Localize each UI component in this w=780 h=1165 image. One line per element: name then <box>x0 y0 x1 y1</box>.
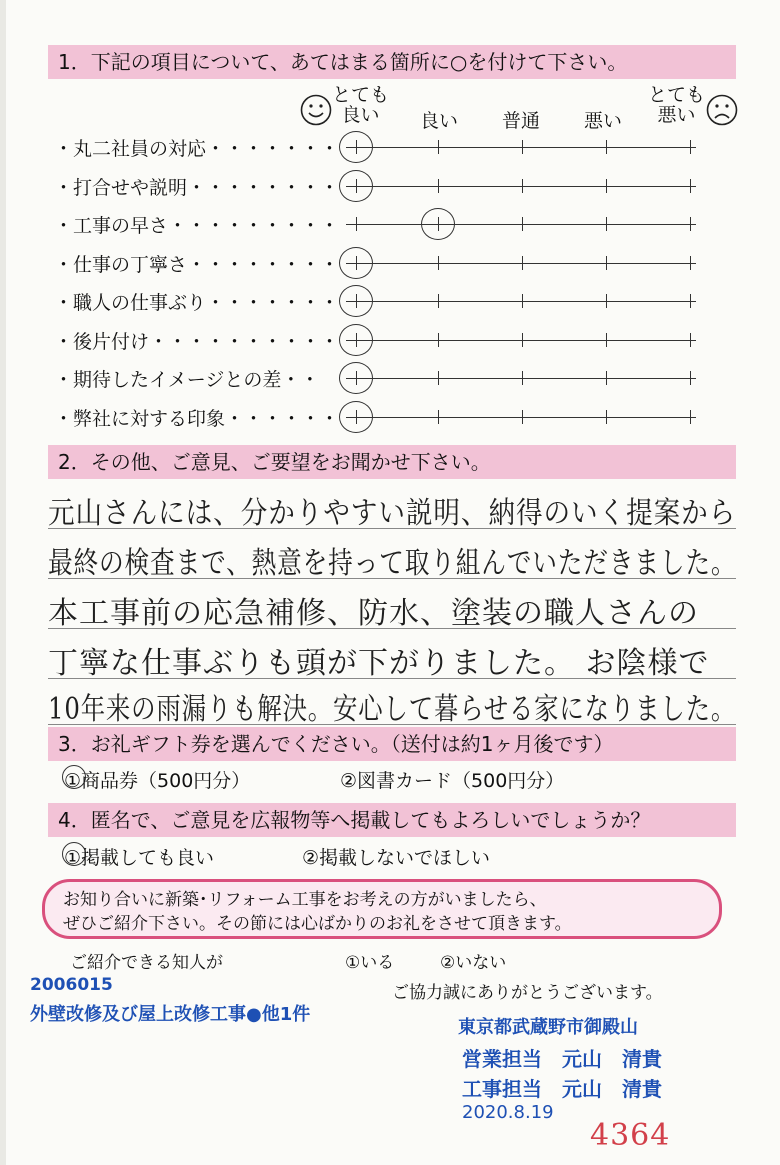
rating-item-label: ・職人の仕事ぶり・・・・・・・ <box>54 292 340 314</box>
scale-tick-3[interactable] <box>522 140 523 154</box>
rating-scale-line <box>346 147 696 148</box>
publish-option-2[interactable]: ②掲載しないでほしい <box>302 847 491 869</box>
scale-tick-3[interactable] <box>522 256 523 270</box>
rating-item-label: ・弊社に対する印象・・・・・・ <box>54 407 340 430</box>
section2-heading: 2．その他、ご意見、ご要望をお聞かせ下さい。 <box>48 445 736 479</box>
rating-item-label: ・丸二社員の対応・・・・・・・ <box>54 138 340 160</box>
publish-option-1[interactable]: ①掲載しても良い <box>64 847 215 869</box>
scale-tick-5[interactable] <box>690 179 691 193</box>
rating-item-label: ・期待したイメージとの差・・ <box>54 369 320 391</box>
scale-tick-4[interactable] <box>606 333 607 347</box>
comment-line-4: 丁寧な仕事ぶりも頭が下がりました。 お陰様で <box>48 646 710 681</box>
scale-tick-2[interactable] <box>438 410 439 424</box>
scale-tick-2[interactable] <box>438 256 439 270</box>
serial-number: 4364 <box>590 1118 671 1153</box>
comment-line-5: 10年来の雨漏りも解決。安心して暮らせる家になりました。 <box>48 692 737 727</box>
sales-staff: 営業担当 元山 清貴 <box>462 1047 662 1071</box>
rating-circle-mark <box>339 324 373 356</box>
scale-label-3: 普通 <box>502 110 541 132</box>
page-edge <box>0 0 6 1165</box>
referral-notice-box <box>42 879 722 939</box>
rating-scale-line <box>346 224 696 225</box>
section4-heading: 4．匿名で、ご意見を広報物等へ掲載してもよろしいでしょうか？ <box>48 803 736 837</box>
rating-circle-mark <box>339 170 373 202</box>
scale-tick-5[interactable] <box>690 140 691 154</box>
scale-tick-5[interactable] <box>690 371 691 385</box>
rating-item-label: ・打合せや説明・・・・・・・・ <box>54 176 340 199</box>
scale-tick-4[interactable] <box>606 294 607 308</box>
smiley-face-icon <box>300 94 332 126</box>
scale-label-1: とても 良い <box>332 84 390 126</box>
rating-scale-line <box>346 378 696 379</box>
comment-line-1: 元山さんには、分かりやすい説明、納得のいく提案から <box>48 496 737 531</box>
scale-tick-2[interactable] <box>438 294 439 308</box>
rating-circle-mark <box>339 131 373 163</box>
construction-staff: 工事担当 元山 清貴 <box>462 1077 662 1101</box>
scale-tick-5[interactable] <box>690 256 691 270</box>
scale-tick-4[interactable] <box>606 410 607 424</box>
rating-circle-mark <box>339 362 373 394</box>
scale-tick-3[interactable] <box>522 294 523 308</box>
thanks-message: ご協力誠にありがとうございます。 <box>392 983 663 1003</box>
rating-scale-line <box>346 186 696 187</box>
rating-item-label: ・後片付け・・・・・・・・・・ <box>54 330 340 353</box>
project-name: 外壁改修及び屋上改修工事●他1件 <box>30 1004 311 1025</box>
gift-option-1[interactable]: ①商品券（500円分） <box>64 770 251 792</box>
notice-line-2: ぜひご紹介下さい。その節には心ばかりのお礼をさせて頂きます。 <box>63 914 572 934</box>
scale-tick-5[interactable] <box>690 333 691 347</box>
project-code: 2006015 <box>30 975 113 995</box>
scale-tick-4[interactable] <box>606 140 607 154</box>
scale-tick-2[interactable] <box>438 371 439 385</box>
referral-option-yes[interactable]: ①いる <box>345 953 395 973</box>
rating-item-label: ・仕事の丁寧さ・・・・・・・・ <box>54 253 340 276</box>
scale-tick-2[interactable] <box>438 140 439 154</box>
referral-option-no[interactable]: ②いない <box>440 953 507 973</box>
rating-scale-line <box>346 340 696 341</box>
rating-scale-line <box>346 417 696 418</box>
scale-tick-5[interactable] <box>690 217 691 231</box>
scale-tick-4[interactable] <box>606 179 607 193</box>
rating-circle-mark <box>421 208 455 240</box>
referral-label: ご紹介できる知人が <box>70 953 223 973</box>
scale-tick-4[interactable] <box>606 256 607 270</box>
project-location: 東京都武蔵野市御殿山 <box>458 1017 638 1038</box>
comment-line-2: 最終の検査まで、熱意を持って取り組んでいただきました。 <box>48 546 737 581</box>
section3-heading: 3．お礼ギフト券を選んでください。（送付は約1ヶ月後です） <box>48 727 736 761</box>
scale-label-4: 悪い <box>584 110 623 132</box>
scale-tick-1[interactable] <box>356 217 357 231</box>
comment-line-3: 本工事前の応急補修、防水、塗装の職人さんの <box>48 596 699 631</box>
scale-tick-5[interactable] <box>690 294 691 308</box>
section1-heading: 1．下記の項目について、あてはまる箇所に○を付けて下さい。 <box>48 45 736 79</box>
scale-tick-2[interactable] <box>438 179 439 193</box>
scale-label-2: 良い <box>420 110 459 132</box>
scale-tick-2[interactable] <box>438 333 439 347</box>
frowning-face-icon <box>706 94 738 126</box>
rating-circle-mark <box>339 401 373 433</box>
gift-option-2[interactable]: ②図書カード（500円分） <box>340 770 565 792</box>
notice-line-1: お知り合いに新築･リフォーム工事をお考えの方がいましたら、 <box>63 890 547 910</box>
rating-scale-line <box>346 301 696 302</box>
scale-label-5: とても 悪い <box>648 84 706 126</box>
scale-tick-3[interactable] <box>522 217 523 231</box>
rating-scale-line <box>346 263 696 264</box>
scale-tick-3[interactable] <box>522 179 523 193</box>
project-date: 2020.8.19 <box>462 1102 554 1123</box>
scale-tick-4[interactable] <box>606 371 607 385</box>
rating-circle-mark <box>339 285 373 317</box>
rating-item-label: ・工事の早さ・・・・・・・・・ <box>54 215 340 237</box>
scale-tick-3[interactable] <box>522 410 523 424</box>
scale-tick-3[interactable] <box>522 371 523 385</box>
scale-tick-4[interactable] <box>606 217 607 231</box>
rating-circle-mark <box>339 247 373 279</box>
scale-tick-5[interactable] <box>690 410 691 424</box>
scale-tick-3[interactable] <box>522 333 523 347</box>
